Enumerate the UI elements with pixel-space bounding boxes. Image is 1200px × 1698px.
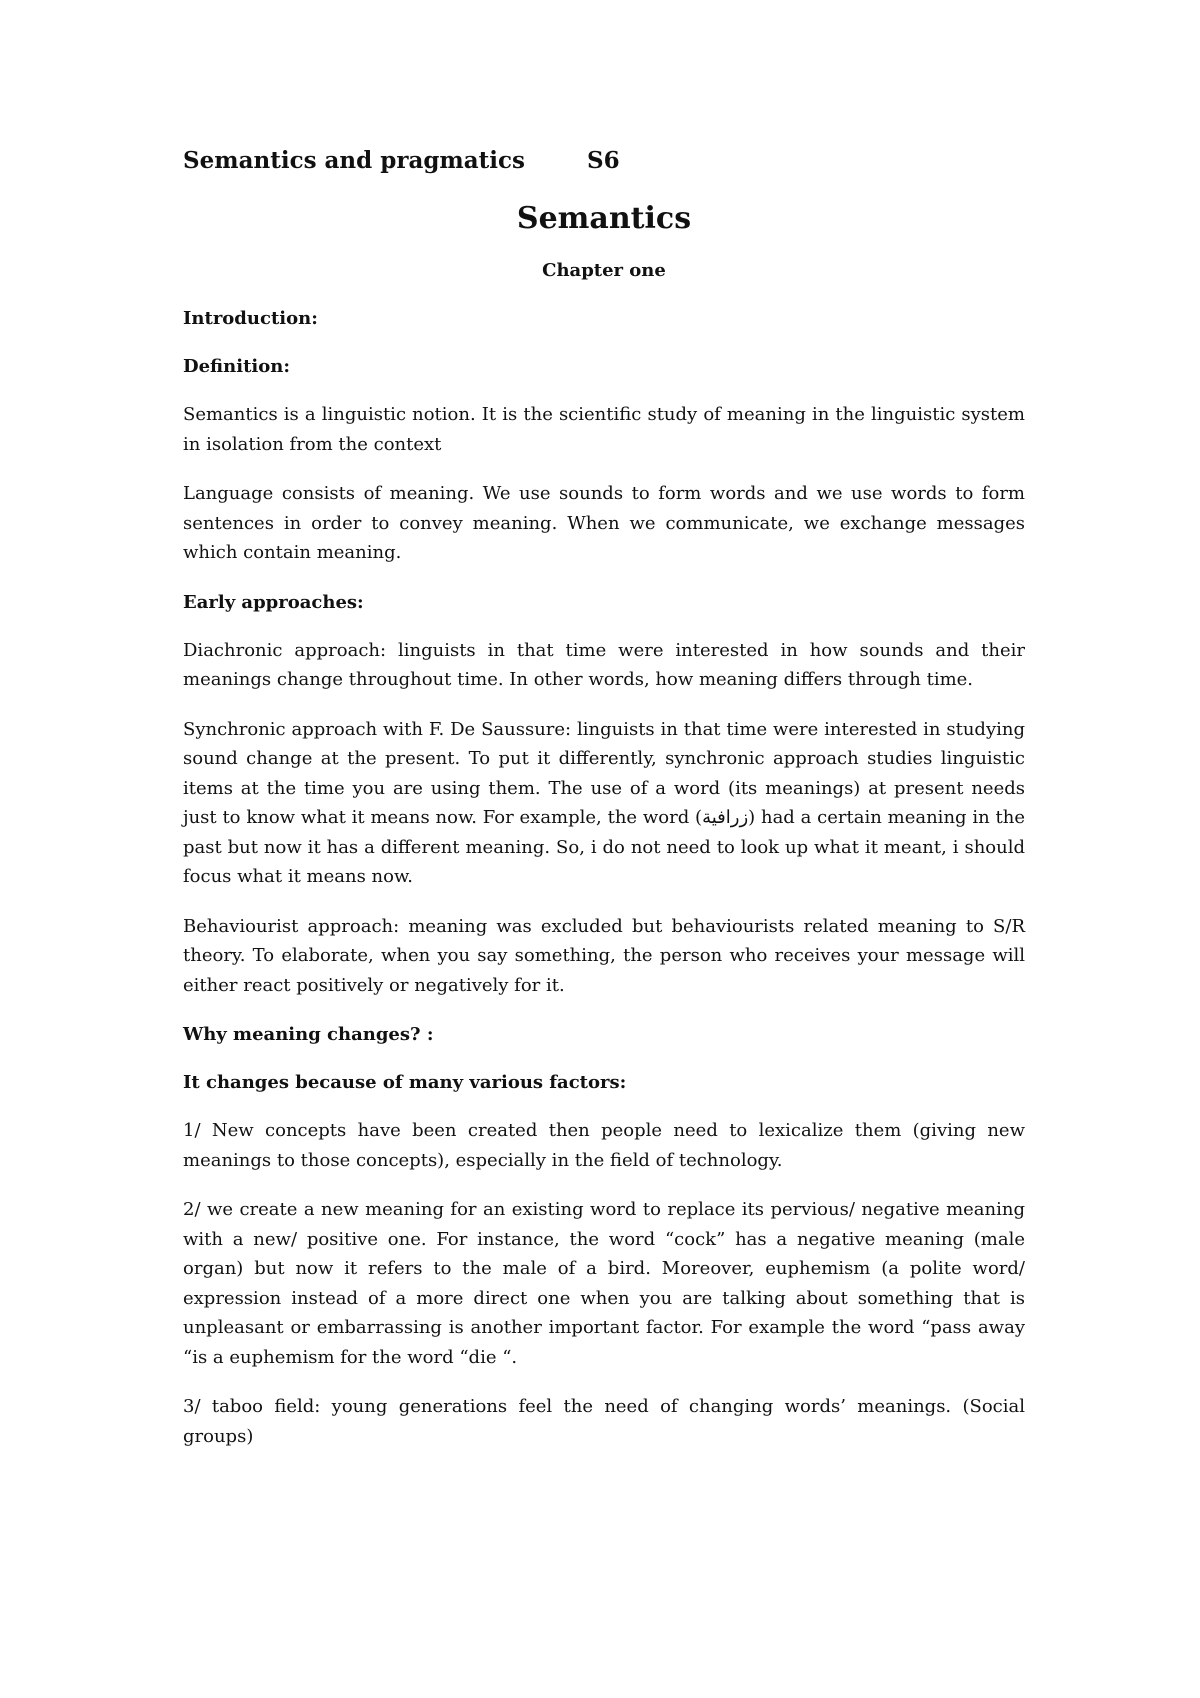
factor-1-paragraph: 1/ New concepts have been created then people need to lexicalize them (giving new meanings to those concepts), especially in the field of technology. [183,1120,1025,1171]
diachronic-paragraph: Diachronic approach: linguists in that time were interested in how sounds and their meanings change throughout time. In other words, how meaning differs through time. [183,639,1025,690]
factor-3-paragraph: 3/ taboo field: young generations feel the need of changing words’ meanings. (Social groups) [183,1396,1025,1447]
factor-2-paragraph: 2/ we create a new meaning for an existing word to replace its pervious/ negative meaning with a new/ positive one. For instance, the word “cock” has a negative meaning (male organ) but now it refers to the male of a bird. Moreover, euphemism (a polite word/ expression instead of a more direct one when you are talking about something that is unpleasant or embarrassing is another important factor. For example the word “pass away “is a euphemism for the word “die “. [183,1199,1025,1368]
page-title: Semantics [516,201,692,236]
behaviourist-paragraph: Behaviourist approach: meaning was excluded but behaviourists related meaning to S/R theory. To elaborate, when you say something, the person who receives your message will either react positively or negatively for it. [183,915,1025,996]
early-approaches-heading: Early approaches: [183,591,364,613]
definition-paragraph-1: Semantics is a linguistic notion. It is the scientific study of meaning in the linguistic system in isolation from the context [183,404,1025,455]
chapter-title: Chapter one [542,260,666,281]
why-meaning-changes-heading: Why meaning changes? : [183,1024,434,1045]
introduction-heading: Introduction: [183,308,318,329]
definition-heading: Definition: [183,356,290,377]
document-header [183,146,1025,176]
synchronic-paragraph: Synchronic approach with F. De Saussure: linguists in that time were interested in studying sound change at the present. To put it differently, synchronic approach studies linguistic items at the time you are using them. The use of a word (its meanings) at present needs just to know what it means now. For example, the word (زرافية) had a certain meaning in the past but now it has a different meaning. So, i do not need to look up what it meant, i should focus what it means now. [183,718,1025,887]
document-body [183,146,1025,1451]
definition-paragraph-2: Language consists of meaning. We use sounds to form words and we use words to form sentences in order to convey meaning. When we communicate, we exchange messages which contain meaning. [183,483,1025,563]
semester-label: S6 [587,147,620,174]
course-title: Semantics and pragmatics [183,147,525,174]
factors-heading: It changes because of many various factors: [183,1072,627,1093]
